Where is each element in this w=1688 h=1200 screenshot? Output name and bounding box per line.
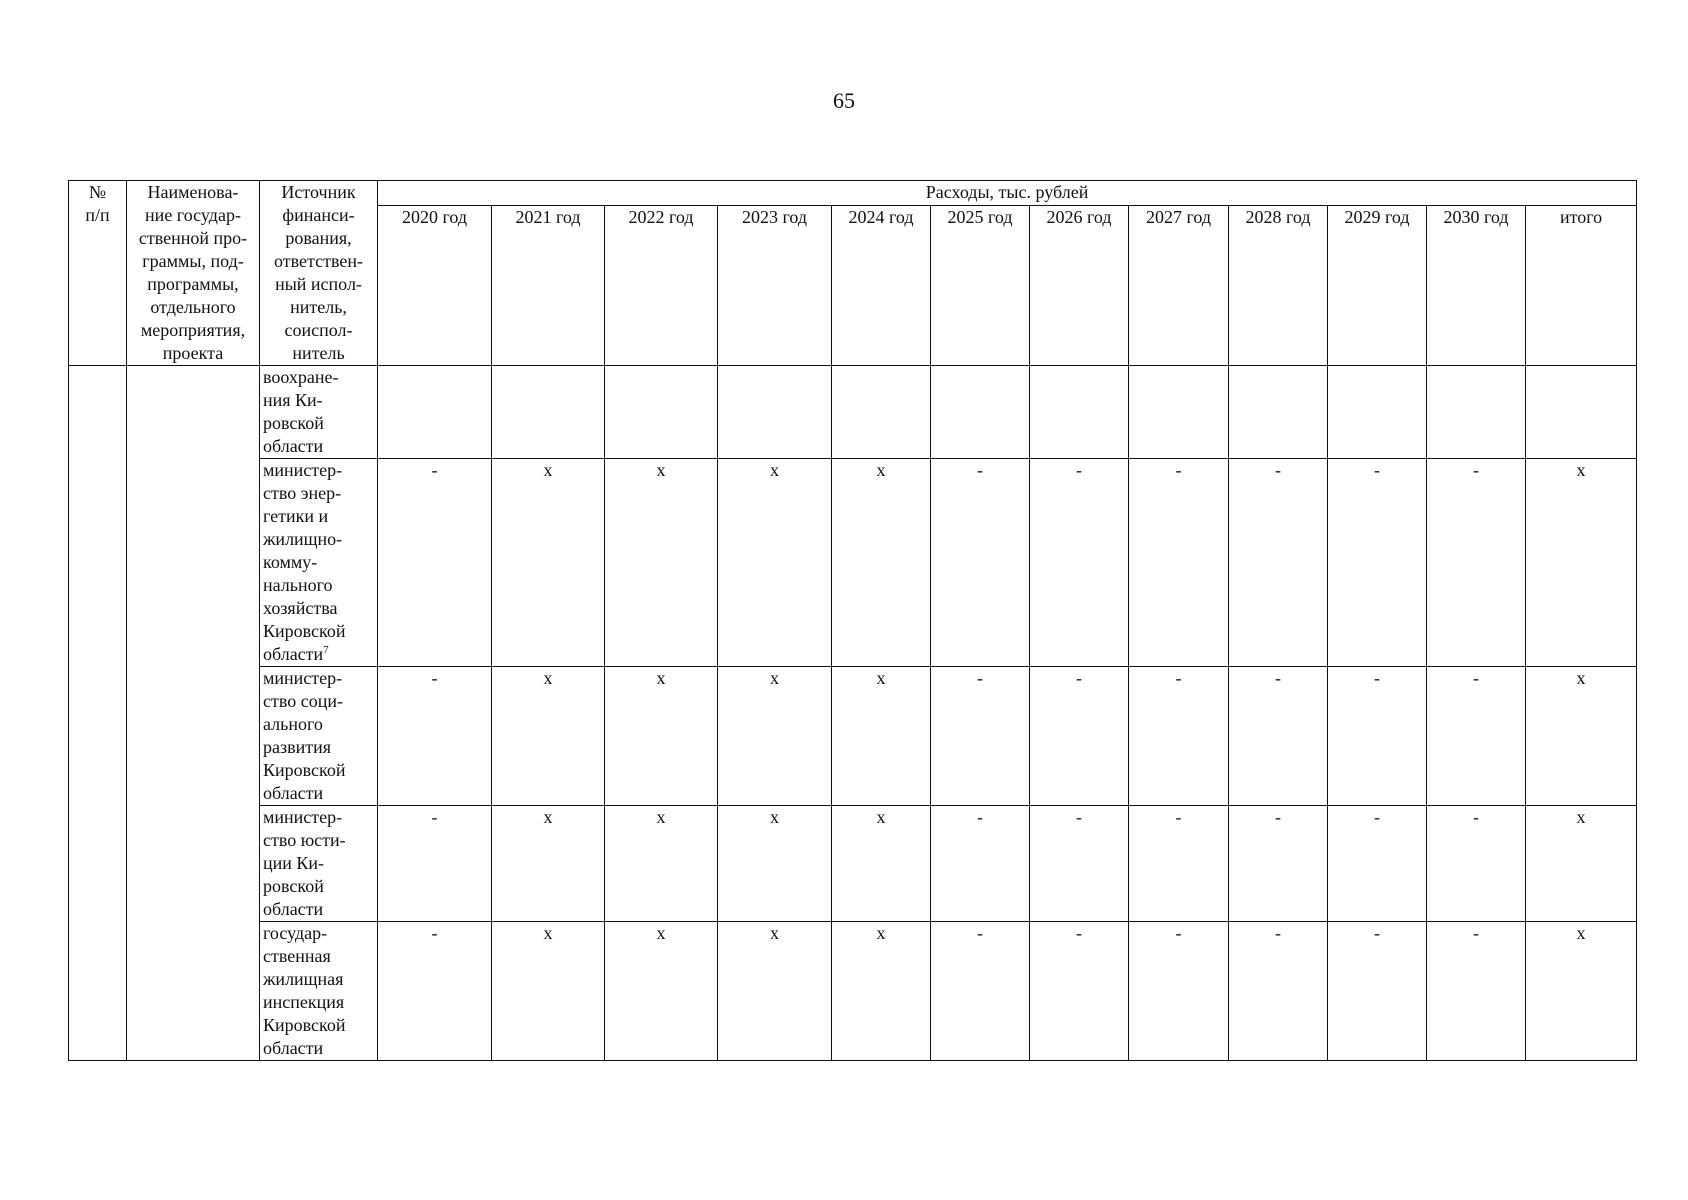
row-value-11: х [1526,459,1637,667]
row-value-1: х [492,667,605,806]
row-value-3: х [718,922,832,1061]
row-value-4: х [832,459,931,667]
table-row [69,459,1637,667]
row-value-3: х [718,806,832,922]
row-value-7: - [1129,806,1229,922]
row-value-0 [378,366,492,459]
row-value-11 [1526,366,1637,459]
header-year-3: 2023 год [718,205,832,365]
row-value-8 [1229,366,1328,459]
row-value-11: х [1526,667,1637,806]
row-value-11: х [1526,922,1637,1061]
row-value-4: х [832,667,931,806]
row-value-6 [1030,366,1129,459]
row-funding-source-text: воохране- ния Ки- ровской области [263,367,339,456]
header-year-5: 2025 год [931,205,1030,365]
header-row-1 [69,181,1637,206]
row-value-1: х [492,922,605,1061]
header-year-1: 2021 год [492,205,605,365]
row-value-5 [931,366,1030,459]
row-value-9: - [1328,922,1427,1061]
row-funding-source [260,366,378,459]
row-funding-source-text: министер- ство энер- гетики и жилищно- комму- нального хозяйства Кировской области [263,460,346,664]
row-value-3: х [718,459,832,667]
footnote-marker: 7 [323,644,329,656]
header-num-text: № п/п [85,182,110,225]
table-row [69,806,1637,922]
row-value-7: - [1129,459,1229,667]
header-year-11: итого [1526,205,1637,365]
row-value-10: - [1427,667,1526,806]
row-value-6: - [1030,922,1129,1061]
row-value-9 [1328,366,1427,459]
row-value-4: х [832,922,931,1061]
row-value-1: х [492,806,605,922]
row-value-5: - [931,667,1030,806]
row-value-9: - [1328,806,1427,922]
header-year-8: 2028 год [1229,205,1328,365]
row-value-5: - [931,922,1030,1061]
row-value-4: х [832,806,931,922]
expenses-table [68,180,1637,1061]
row-value-7: - [1129,667,1229,806]
row-funding-source [260,806,378,922]
row-value-4 [832,366,931,459]
header-funding-source-text: Источник финанси- рования, ответствен- ный испол- нитель, соиспол- нитель [274,182,363,363]
row-value-5: - [931,459,1030,667]
row-value-0: - [378,922,492,1061]
row-value-9: - [1328,459,1427,667]
row-funding-source-text: министер- ство юсти- ции Ки- ровской области [263,807,346,919]
header-year-10: 2030 год [1427,205,1526,365]
row-value-8: - [1229,459,1328,667]
row-value-2: х [605,667,718,806]
row-funding-source [260,667,378,806]
row-value-5: - [931,806,1030,922]
header-funding-source [260,181,378,366]
row-value-8: - [1229,922,1328,1061]
row-value-10: - [1427,459,1526,667]
row-value-7: - [1129,922,1229,1061]
row-value-0: - [378,667,492,806]
table-row [69,922,1637,1061]
header-year-9: 2029 год [1328,205,1427,365]
row-value-1 [492,366,605,459]
row-program-name-cell [127,366,260,1061]
row-value-7 [1129,366,1229,459]
table-row [69,667,1637,806]
header-year-4: 2024 год [832,205,931,365]
row-value-9: - [1328,667,1427,806]
table-row [69,366,1637,459]
row-funding-source-text: государ- ственная жилищная инспекция Кировской области [263,923,346,1058]
row-value-8: - [1229,667,1328,806]
header-year-2: 2022 год [605,205,718,365]
header-year-6: 2026 год [1030,205,1129,365]
row-value-3: х [718,667,832,806]
row-value-2: х [605,459,718,667]
header-program-name-text: Наименова- ние государ- ственной про- граммы, под- программы, отдельного мероприятия, проекта [138,182,248,363]
row-num-cell [69,366,127,1061]
row-value-11: х [1526,806,1637,922]
row-value-6: - [1030,459,1129,667]
header-num [69,181,127,366]
row-value-0: - [378,806,492,922]
row-value-2 [605,366,718,459]
row-value-0: - [378,459,492,667]
row-value-2: х [605,806,718,922]
header-program-name [127,181,260,366]
row-value-2: х [605,922,718,1061]
header-year-0: 2020 год [378,205,492,365]
header-expenses-group: Расходы, тыс. рублей [378,181,1637,206]
row-funding-source-text: министер- ство соци- ального развития Кировской области [263,668,346,803]
row-funding-source [260,922,378,1061]
table-body [69,366,1637,1061]
row-value-6: - [1030,806,1129,922]
header-year-7: 2027 год [1129,205,1229,365]
row-value-6: - [1030,667,1129,806]
row-value-10: - [1427,806,1526,922]
page-number: 65 [833,88,855,113]
row-value-1: х [492,459,605,667]
row-value-3 [718,366,832,459]
row-value-8: - [1229,806,1328,922]
row-value-10 [1427,366,1526,459]
row-value-10: - [1427,922,1526,1061]
row-funding-source [260,459,378,667]
